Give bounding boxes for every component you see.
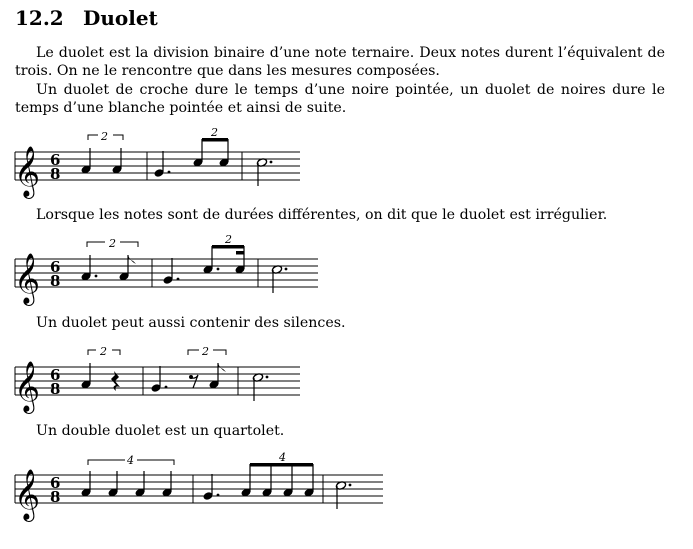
time-signature-numerator: 6 <box>50 366 61 384</box>
music-example-3 <box>0 337 320 412</box>
dotted-note <box>162 258 179 285</box>
tuplet-number: 4 <box>279 451 286 464</box>
music-example-2 <box>0 229 330 304</box>
paragraph-quartolet: Un double duolet est un quartolet. <box>36 423 285 439</box>
dotted-half-note <box>271 265 287 293</box>
time-signature-numerator: 6 <box>50 474 61 492</box>
section-number: 12.2 <box>15 6 64 30</box>
tuplet-number: 2 <box>202 345 209 358</box>
section-title: Duolet <box>83 6 158 30</box>
beamed-eighths <box>240 463 314 497</box>
tuplet-number: 2 <box>225 233 232 246</box>
beamed-eighths <box>192 138 229 167</box>
tuplet-number: 2 <box>101 130 108 143</box>
beamed-dotted-eighth-sixteenth <box>202 245 245 274</box>
dotted-note <box>202 474 219 501</box>
treble-clef-icon: 𝄞 <box>14 361 41 412</box>
time-signature-denominator: 8 <box>50 165 61 183</box>
time-signature-numerator: 6 <box>50 258 61 276</box>
tuplet-number: 4 <box>127 454 134 467</box>
time-signature-numerator: 6 <box>50 151 61 169</box>
dotted-note <box>153 151 170 178</box>
tuplet-number: 2 <box>211 126 218 139</box>
tuplet-number: 2 <box>109 237 116 250</box>
time-signature-denominator: 8 <box>50 272 61 290</box>
tuplet-number: 2 <box>100 345 107 358</box>
section-heading <box>15 6 158 30</box>
dotted-half-note <box>252 373 268 401</box>
dotted-half-note <box>256 158 272 186</box>
paragraph-definition: Le duolet est la division binaire d’une note ternaire. Deux notes durent l’équivalent de trois. On ne le rencontre que dans les mesures composées. <box>15 45 665 79</box>
treble-clef-icon: 𝄞 <box>14 253 41 304</box>
paragraph-irregular: Lorsque les notes sont de durées différentes, on dit que le duolet est irrégulier. <box>36 207 608 223</box>
paragraph-durations: Un duolet de croche dure le temps d’une noire pointée, un duolet de noires dure le temps d’une blanche pointée et ainsi de suite. <box>15 82 665 116</box>
treble-clef-icon: 𝄞 <box>14 469 41 520</box>
music-example-1 <box>0 122 320 197</box>
dotted-note <box>150 366 167 393</box>
paragraph-rests: Un duolet peut aussi contenir des silences. <box>36 315 346 331</box>
treble-clef-icon: 𝄞 <box>14 146 41 197</box>
time-signature-denominator: 8 <box>50 380 61 398</box>
time-signature-denominator: 8 <box>50 488 61 506</box>
music-example-4 <box>0 445 400 525</box>
dotted-half-note <box>335 481 351 509</box>
